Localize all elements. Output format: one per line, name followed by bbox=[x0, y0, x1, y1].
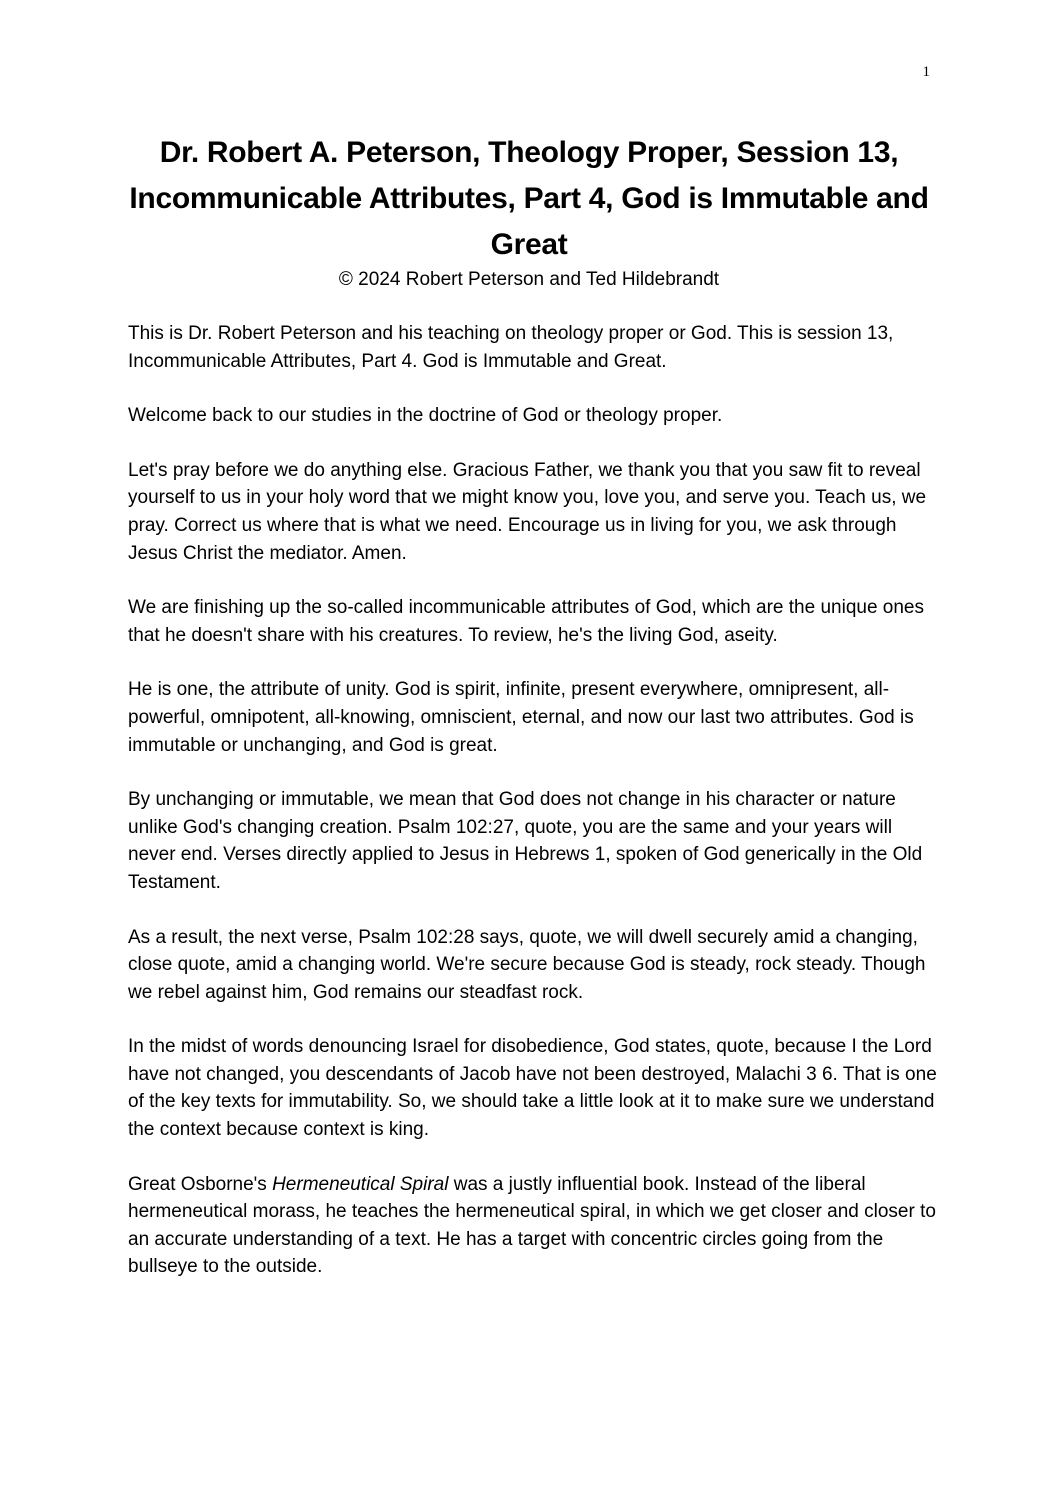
paragraph-attributes: He is one, the attribute of unity. God is spirit, infinite, present everywhere, omnipresent, all-powerful, omnipotent, all-knowing, omniscient, eternal, and now our last two attributes. God is immutable or unchanging, and God is great. bbox=[128, 679, 914, 756]
book-title: Hermeneutical Spiral bbox=[272, 1173, 449, 1195]
paragraph-malachi: In the midst of words denouncing Israel for disobedience, God states, quote, because I the Lord have not changed, you descendants of Jacob have not been destroyed, Malachi 3 6. That is one of the key texts for immutability. So, we should take a little look at it to make sure we understand the context because context is king. bbox=[128, 1036, 937, 1141]
paragraph-welcome: Welcome back to our studies in the doctrine of God or theology proper. bbox=[128, 405, 723, 427]
document-body bbox=[128, 320, 938, 1308]
page-number: 1 bbox=[922, 64, 930, 80]
paragraph-immutable-definition: By unchanging or immutable, we mean that God does not change in his character or nature unlike God's changing creation. Psalm 102:27, quote, you are the same and your years will never end. Verses directly applied to Jesus in Hebrews 1, spoken of God generically in the Old Testament. bbox=[128, 789, 923, 893]
paragraph-osborne bbox=[128, 1171, 938, 1281]
paragraph-intro: This is Dr. Robert Peterson and his teaching on theology proper or God. This is session 13, Incommunicable Attributes, Part 4. God is Immutable and Great. bbox=[128, 323, 894, 372]
document-title: Dr. Robert A. Peterson, Theology Proper, Session 13, Incommunicable Attributes, Part 4, God is Immutable and Great bbox=[129, 136, 929, 261]
copyright-line: © 2024 Robert Peterson and Ted Hildebrandt bbox=[338, 269, 720, 290]
document-header bbox=[110, 130, 948, 292]
paragraph-osborne-lead: Great Osborne's bbox=[128, 1173, 273, 1195]
paragraph-osborne-rest: was a justly influential book. Instead of the liberal hermeneutical morass, he teaches the hermeneutical spiral, in which we get closer and closer to an accurate understanding of a text. He has a target with concentric circles going from the bullseye to the outside. bbox=[128, 1173, 936, 1278]
paragraph-prayer: Let's pray before we do anything else. Gracious Father, we thank you that you saw fit to reveal yourself to us in your holy word that we might know you, love you, and serve you. Teach us, we pray. Correct us where that is what we need. Encourage us in living for you, we ask through Jesus Christ the mediator. Amen. bbox=[128, 459, 927, 564]
paragraph-review: We are finishing up the so-called incommunicable attributes of God, which are the unique ones that he doesn't share with his creatures. To review, he's the living God, aseity. bbox=[128, 597, 924, 646]
paragraph-psalm: As a result, the next verse, Psalm 102:28 says, quote, we will dwell securely amid a changing, close quote, amid a changing world. We're secure because God is steady, rock steady. Though we rebel against him, God remains our steadfast rock. bbox=[128, 926, 926, 1003]
